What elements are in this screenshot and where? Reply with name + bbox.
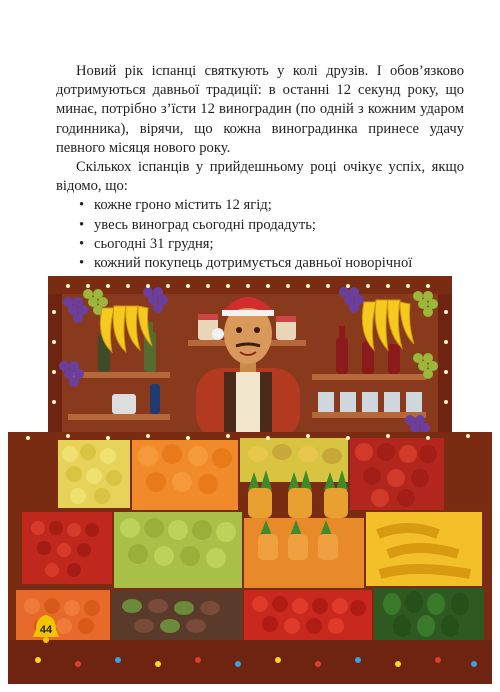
- fruit-crate: [114, 512, 242, 588]
- intro-paragraph: Новий рік іспанці святкують у колі друзів. І обов’язково дотримуються давньої традиції: в останні 12 секунд року, що минає, потрібно з’їсти 12 виноградин (по одній з кожним ударом годинника), вірячи, що кожна виноградинка принесе удачу певного місяця нового року.: [56, 63, 464, 156]
- bottle-icon: [388, 344, 400, 374]
- condition-item: [79, 235, 464, 254]
- bullet: •: [79, 216, 85, 233]
- condition-text: кожний покупець дотримується давньої новорічної: [94, 255, 413, 272]
- page-number-badge: [30, 612, 62, 644]
- fruit-crate: [244, 590, 372, 640]
- bottle-icon: [150, 384, 160, 414]
- shelf: [312, 374, 426, 380]
- fruit-crate: [244, 518, 364, 588]
- page-number: 44: [39, 624, 53, 636]
- condition-item: [79, 196, 464, 215]
- fruit-crate: [374, 588, 484, 640]
- problem-text: [56, 62, 464, 292]
- fruit-crate: [112, 590, 242, 640]
- shelf: [68, 414, 170, 420]
- condition-item: [79, 216, 464, 235]
- bullet: •: [79, 235, 85, 252]
- condition-text: сьогодні 31 грудня;: [94, 235, 214, 252]
- condition-text: кожне гроно містить 12 ягід;: [94, 197, 272, 214]
- jar-icon: [112, 394, 136, 414]
- fruit-crate: [366, 512, 482, 586]
- condition-text: увесь виноград сьогодні продадуть;: [94, 216, 316, 233]
- fruit-crate: [58, 440, 130, 508]
- stall-bottom-plank: [8, 640, 492, 684]
- fruit-crate: [132, 440, 238, 510]
- jar-icon: [276, 316, 296, 340]
- bullet: •: [79, 255, 85, 272]
- jar-row: [318, 392, 422, 412]
- fruit-crate: [22, 512, 112, 584]
- fruit-crate: [350, 438, 444, 510]
- bullet: •: [79, 197, 85, 214]
- market-stall-illustration: [8, 272, 492, 684]
- question-paragraph: Скількох іспанців у прийдешньому році очікує успіх, якщо відомо, що:: [56, 159, 464, 195]
